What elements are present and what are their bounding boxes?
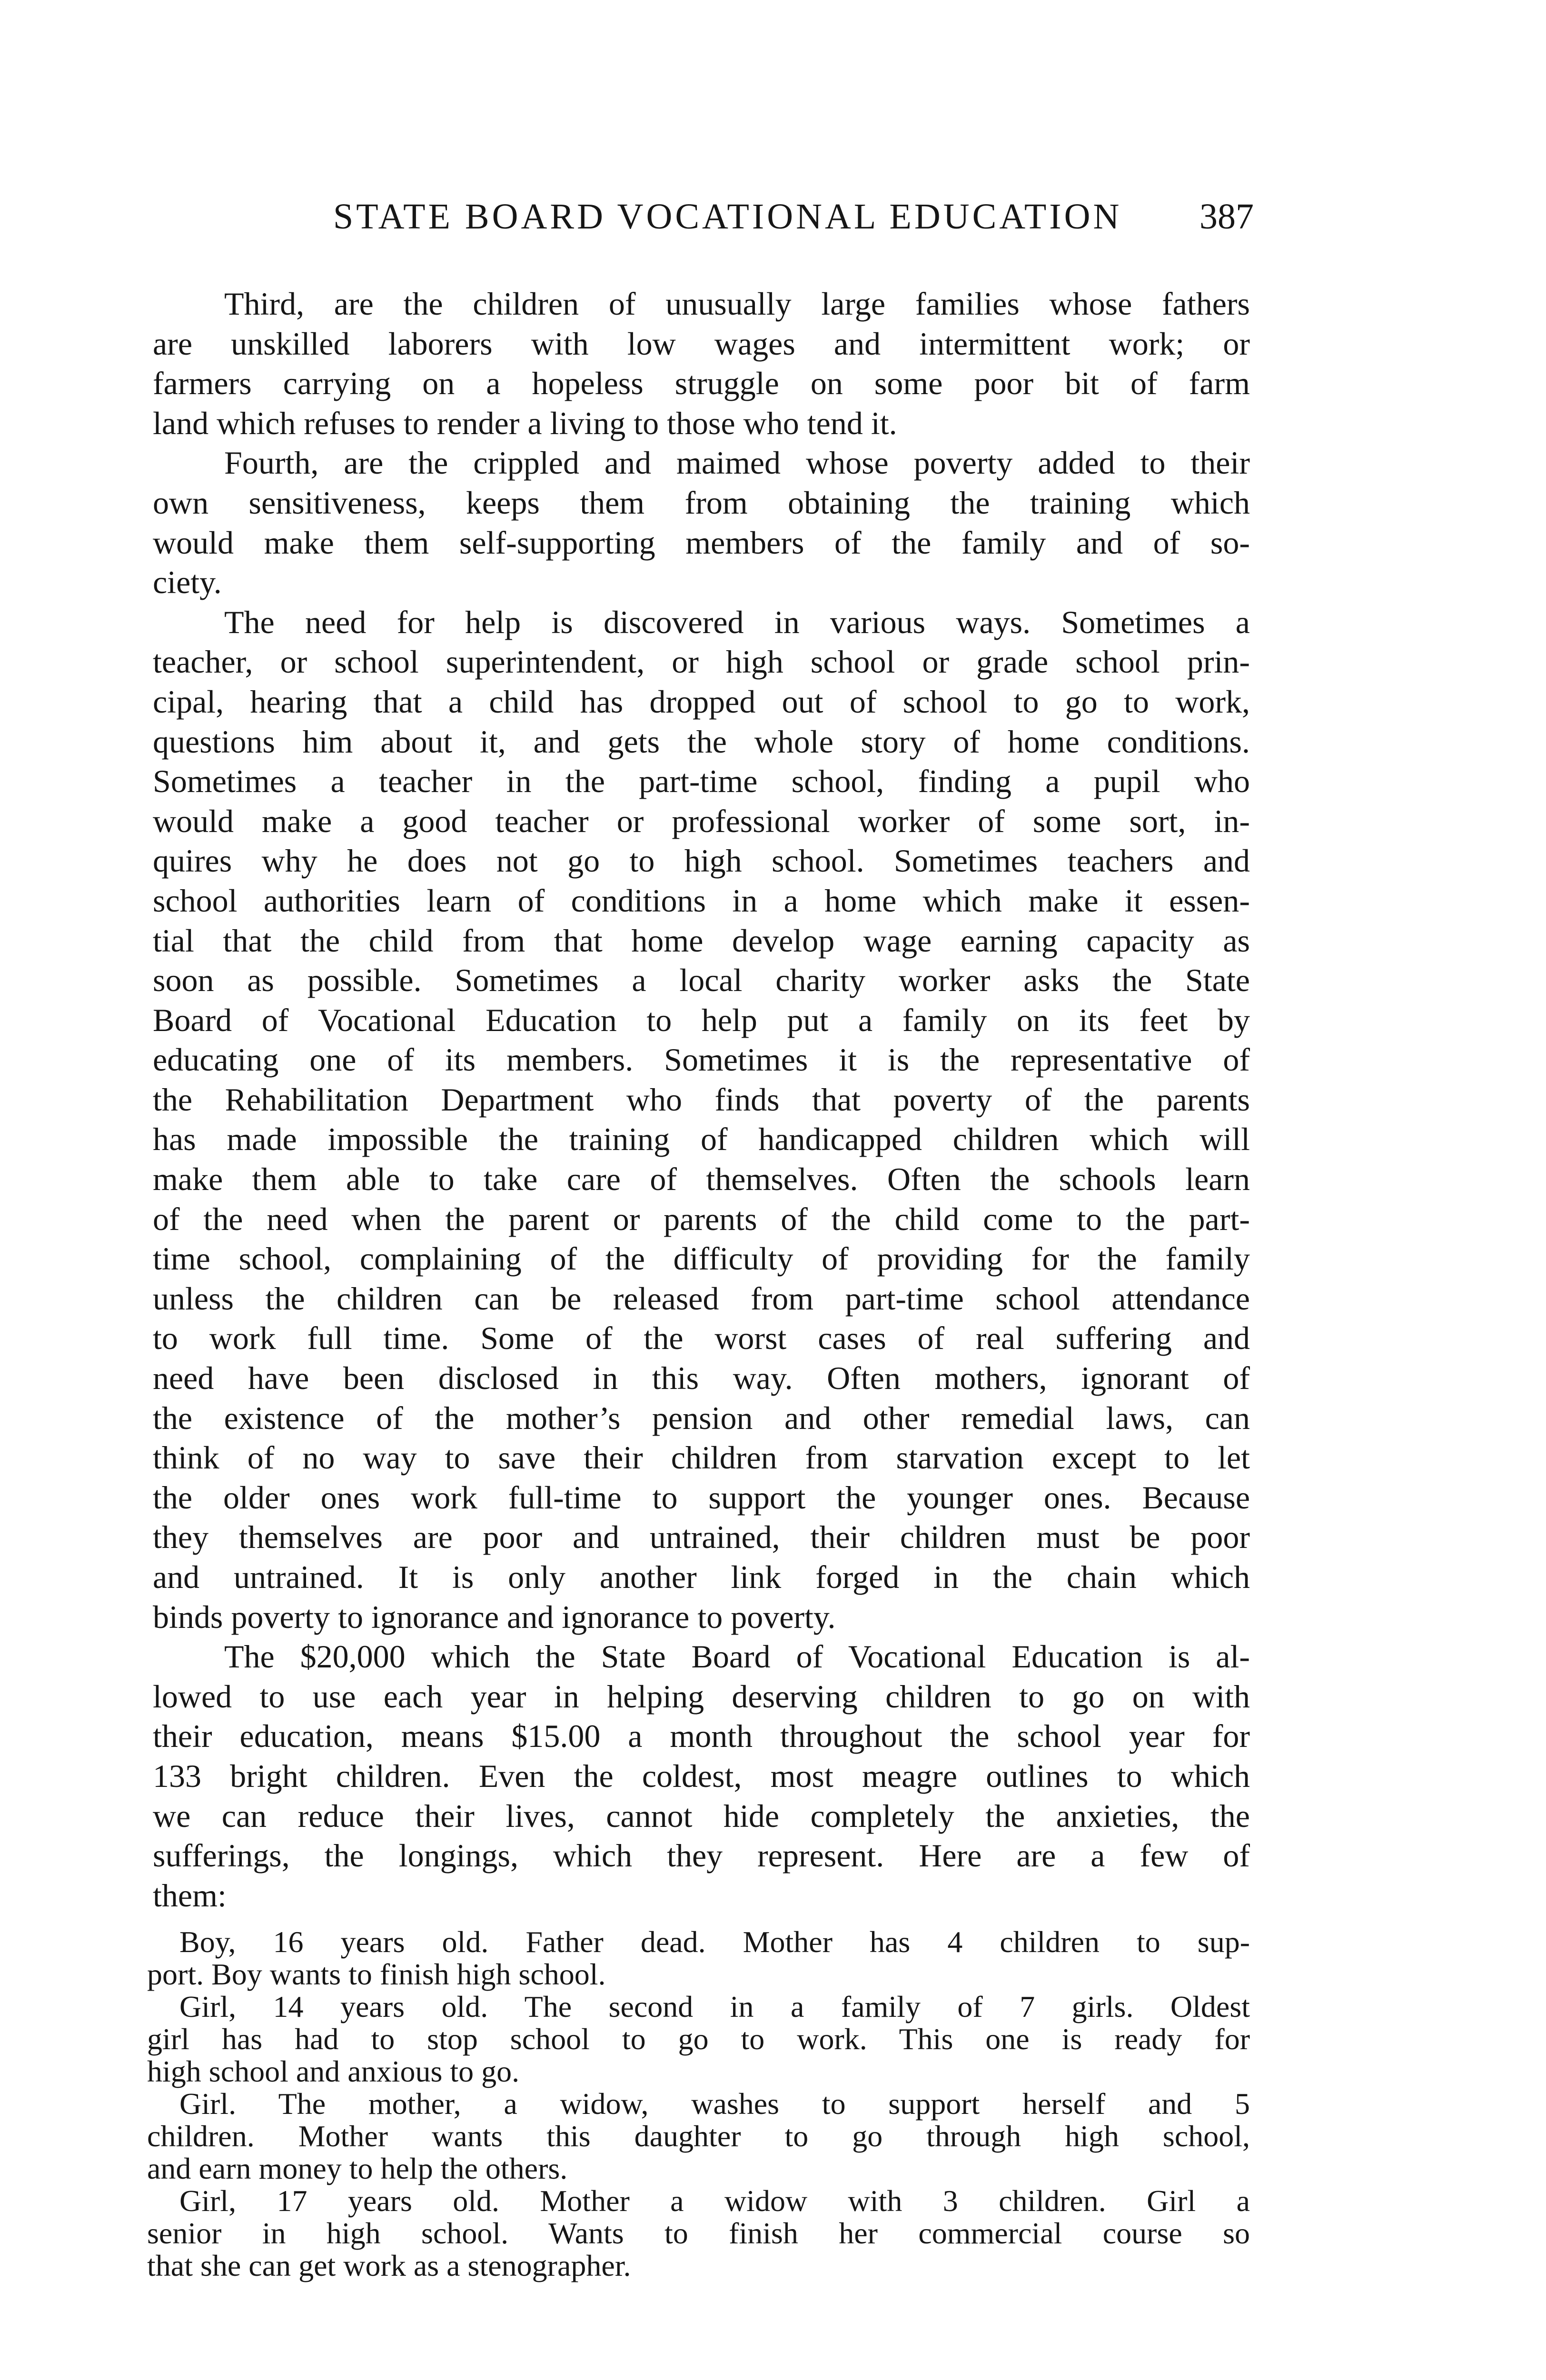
paragraph	[115, 443, 1250, 602]
text-line: them:	[153, 1877, 227, 1914]
text-line: tial that the child from that home develop wage earning capacity as	[153, 922, 1250, 959]
text-line: teacher, or school superintendent, or high school or grade school prin-	[153, 644, 1250, 680]
text-line: school authorities learn of conditions in a home which make it essen-	[153, 882, 1250, 919]
text-line: own sensitiveness, keeps them from obtaining the training which	[153, 484, 1250, 521]
case-line: port. Boy wants to finish high school.	[147, 1957, 606, 1992]
case-line: Girl, 14 years old. The second in a family of 7 girls. Oldest	[179, 1990, 1250, 2024]
text-line: binds poverty to ignorance and ignorance to poverty.	[153, 1598, 836, 1635]
text-line: cipal, hearing that a child has dropped out of school to go to work,	[153, 683, 1250, 720]
text-line: think of no way to save their children from starvation except to let	[153, 1439, 1250, 1476]
paragraph	[115, 284, 1250, 443]
text-line: the existence of the mother’s pension and other remedial laws, can	[153, 1399, 1250, 1436]
text-line: Board of Vocational Education to help put a family on its feet by	[153, 1002, 1250, 1038]
case-line: that she can get work as a stenographer.	[147, 2249, 631, 2283]
text-line: of the need when the parent or parents of the child come to the part-	[153, 1200, 1250, 1237]
text-line: would make them self-supporting members of the family and of so-	[153, 524, 1250, 561]
text-line: has made impossible the training of handicapped children which will	[153, 1121, 1250, 1158]
text-line: to work full time. Some of the worst cases of real suffering and	[153, 1320, 1250, 1357]
text-line: sufferings, the longings, which they represent. Here are a few of	[153, 1837, 1250, 1874]
text-line: and untrained. It is only another link forged in the chain which	[153, 1559, 1250, 1595]
case-line: Boy, 16 years old. Father dead. Mother has 4 children to sup-	[179, 1925, 1250, 1959]
case-entry	[115, 1926, 1250, 1991]
text-line: land which refuses to render a living to those who tend it.	[153, 405, 897, 441]
case-line: children. Mother wants this daughter to go through high school,	[147, 2119, 1250, 2153]
case-line: senior in high school. Wants to finish her commercial course so	[147, 2216, 1250, 2251]
text-line: they themselves are poor and untrained, their children must be poor	[153, 1519, 1250, 1556]
body-text	[115, 284, 1250, 2282]
case-line: Girl, 17 years old. Mother a widow with 3 children. Girl a	[179, 2184, 1250, 2218]
text-line: quires why he does not go to high school. Sometimes teachers and	[153, 843, 1250, 879]
text-line: Fourth, are the crippled and maimed whose poverty added to their	[224, 445, 1250, 481]
text-line: ciety.	[153, 564, 222, 601]
text-line: educating one of its members. Sometimes it is the representative of	[153, 1041, 1250, 1078]
case-line: Girl. The mother, a widow, washes to support herself and 5	[179, 2087, 1250, 2121]
page-number: 387	[1199, 197, 1254, 237]
page-header	[333, 188, 1254, 245]
text-line: would make a good teacher or professional worker of some sort, in-	[153, 803, 1250, 839]
text-line: make them able to take care of themselves. Often the schools learn	[153, 1161, 1250, 1198]
text-line: need have been disclosed in this way. Often mothers, ignorant of	[153, 1360, 1250, 1397]
text-line: the Rehabilitation Department who finds that poverty of the parents	[153, 1081, 1250, 1118]
case-list	[115, 1926, 1250, 2282]
text-line: lowed to use each year in helping deserving children to go on with	[153, 1678, 1250, 1715]
case-entry	[115, 2185, 1250, 2282]
paragraph	[115, 1637, 1250, 1915]
text-line: we can reduce their lives, cannot hide completely the anxieties, the	[153, 1797, 1250, 1834]
text-line: questions him about it, and gets the whole story of home conditions.	[153, 723, 1250, 760]
text-line: time school, complaining of the difficulty of providing for the family	[153, 1240, 1250, 1277]
case-entry	[115, 2088, 1250, 2185]
text-line: farmers carrying on a hopeless struggle on some poor bit of farm	[153, 365, 1250, 402]
text-line: their education, means $15.00 a month throughout the school year for	[153, 1718, 1250, 1755]
case-line: girl has had to stop school to go to work. This one is ready for	[147, 2022, 1250, 2056]
text-line: The $20,000 which the State Board of Vocational Education is al-	[224, 1638, 1250, 1675]
paragraph	[115, 603, 1250, 1637]
running-head: STATE BOARD VOCATIONAL EDUCATION	[333, 197, 1122, 237]
text-line: unless the children can be released from part-time school attendance	[153, 1280, 1250, 1317]
text-line: the older ones work full-time to support the younger ones. Because	[153, 1479, 1250, 1516]
case-line: and earn money to help the others.	[147, 2152, 568, 2186]
text-line: The need for help is discovered in various ways. Sometimes a	[224, 604, 1250, 640]
paragraphs	[115, 284, 1250, 1915]
text-line: soon as possible. Sometimes a local charity worker asks the State	[153, 962, 1250, 999]
text-line: 133 bright children. Even the coldest, most meagre outlines to which	[153, 1757, 1250, 1794]
text-line: are unskilled laborers with low wages and intermittent work; or	[153, 325, 1250, 362]
case-entry	[115, 1991, 1250, 2088]
text-line: Sometimes a teacher in the part-time school, finding a pupil who	[153, 763, 1250, 800]
text-line: Third, are the children of unusually large families whose fathers	[224, 286, 1250, 322]
case-line: high school and anxious to go.	[147, 2054, 520, 2089]
